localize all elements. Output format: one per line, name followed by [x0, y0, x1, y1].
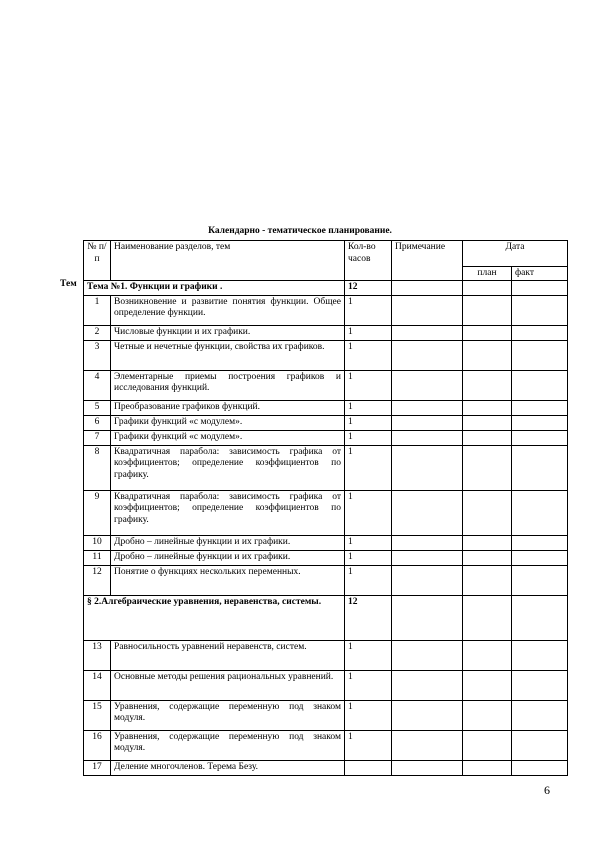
row-plan [463, 640, 512, 670]
row-fact [512, 700, 568, 730]
row-note [392, 700, 463, 730]
row-topic: Квадратичная парабола: зависимость графика от коэффициентов; определение коэффициентов по графику. [111, 490, 345, 535]
row-topic: Деление многочленов. Терема Безу. [111, 760, 345, 775]
row-topic: Элементарные приемы построения графиков и исследования функций. [111, 370, 345, 400]
row-note [392, 640, 463, 670]
row-plan [463, 670, 512, 700]
row-num: 7 [84, 430, 111, 445]
row-note [392, 595, 463, 640]
row-fact [512, 430, 568, 445]
row-plan [463, 730, 512, 760]
row-fact [512, 280, 568, 295]
section-title: Тема №1. Функции и графики . [84, 280, 345, 295]
row-hours: 1 [345, 445, 392, 490]
table-row [84, 415, 568, 430]
row-plan [463, 445, 512, 490]
table-row [84, 640, 568, 670]
row-num: 4 [84, 370, 111, 400]
row-hours: 1 [345, 700, 392, 730]
row-note [392, 550, 463, 565]
row-hours: 1 [345, 535, 392, 550]
row-plan [463, 370, 512, 400]
section-hours: 12 [345, 595, 392, 640]
row-note [392, 370, 463, 400]
row-num: 15 [84, 700, 111, 730]
row-num: 10 [84, 535, 111, 550]
row-plan [463, 565, 512, 595]
table-row [84, 325, 568, 340]
row-plan [463, 280, 512, 295]
row-topic: Преобразование графиков функций. [111, 400, 345, 415]
row-topic: Квадратичная парабола: зависимость графика от коэффициентов; определение коэффициентов по графику. [111, 445, 345, 490]
header-date: Дата [463, 241, 568, 267]
table-row [84, 670, 568, 700]
row-note [392, 445, 463, 490]
row-fact [512, 730, 568, 760]
page-title: Календарно - тематическое планирование. [208, 226, 392, 236]
table-row [84, 700, 568, 730]
row-note [392, 535, 463, 550]
row-hours: 1 [345, 370, 392, 400]
row-plan [463, 325, 512, 340]
row-topic: Понятие о функциях нескольких переменных. [111, 565, 345, 595]
row-fact [512, 640, 568, 670]
row-num: 2 [84, 325, 111, 340]
row-topic: Равносильность уравнений неравенств, систем. [111, 640, 345, 670]
row-plan [463, 400, 512, 415]
section-row [84, 595, 568, 640]
row-note [392, 280, 463, 295]
row-num: 13 [84, 640, 111, 670]
row-num: 8 [84, 445, 111, 490]
row-fact [512, 535, 568, 550]
section-row [84, 280, 568, 295]
row-topic: Возникновение и развитие понятия функции. Общее определение функции. [111, 295, 345, 325]
table-row [84, 295, 568, 325]
row-fact [512, 370, 568, 400]
row-fact [512, 670, 568, 700]
row-note [392, 325, 463, 340]
row-fact [512, 400, 568, 415]
row-note [392, 565, 463, 595]
table-row [84, 565, 568, 595]
row-fact [512, 565, 568, 595]
row-topic: Основные методы решения рациональных уравнений. [111, 670, 345, 700]
table-row [84, 730, 568, 760]
row-note [392, 760, 463, 775]
table-row [84, 490, 568, 535]
row-fact [512, 595, 568, 640]
row-fact [512, 445, 568, 490]
section-hours: 12 [345, 280, 392, 295]
row-topic: Дробно – линейные функции и их графики. [111, 550, 345, 565]
row-num: 5 [84, 400, 111, 415]
row-num: 11 [84, 550, 111, 565]
row-note [392, 415, 463, 430]
row-topic: Дробно – линейные функции и их графики. [111, 535, 345, 550]
header-note: Примечание [392, 241, 463, 281]
row-fact [512, 550, 568, 565]
row-note [392, 670, 463, 700]
header-row [84, 241, 568, 267]
row-note [392, 340, 463, 370]
row-note [392, 430, 463, 445]
table-row [84, 760, 568, 775]
row-num: 17 [84, 760, 111, 775]
row-num: 9 [84, 490, 111, 535]
row-note [392, 490, 463, 535]
row-hours: 1 [345, 295, 392, 325]
row-hours: 1 [345, 415, 392, 430]
header-fact: факт [512, 267, 568, 281]
row-hours [345, 760, 392, 775]
section-title: § 2.Алгебраические уравнения, неравенства, системы. [84, 595, 345, 640]
row-fact [512, 340, 568, 370]
row-hours: 1 [345, 565, 392, 595]
row-hours: 1 [345, 640, 392, 670]
row-num: 3 [84, 340, 111, 370]
row-num: 6 [84, 415, 111, 430]
schedule-table [83, 240, 568, 776]
row-plan [463, 760, 512, 775]
row-topic: Уравнения, содержащие переменную под знаком модуля. [111, 730, 345, 760]
row-hours: 1 [345, 490, 392, 535]
page-number: 6 [544, 783, 550, 797]
row-fact [512, 490, 568, 535]
table-row [84, 550, 568, 565]
header-plan: план [463, 267, 512, 281]
row-hours: 1 [345, 730, 392, 760]
row-plan [463, 535, 512, 550]
row-num: 16 [84, 730, 111, 760]
row-hours: 1 [345, 430, 392, 445]
row-topic: Уравнения, содержащие переменную под знаком модуля. [111, 700, 345, 730]
row-hours: 1 [345, 550, 392, 565]
row-note [392, 730, 463, 760]
row-topic: Графики функций «с модулем». [111, 430, 345, 445]
row-num: 14 [84, 670, 111, 700]
table-row [84, 535, 568, 550]
row-hours: 1 [345, 400, 392, 415]
row-topic: Четные и нечетные функции, свойства их графиков. [111, 340, 345, 370]
row-plan [463, 490, 512, 535]
row-fact [512, 295, 568, 325]
row-note [392, 295, 463, 325]
header-hours: Кол-во часов [345, 241, 392, 281]
row-hours: 1 [345, 325, 392, 340]
row-num: 1 [84, 295, 111, 325]
row-fact [512, 415, 568, 430]
header-name: Наименование разделов, тем [111, 241, 345, 281]
row-plan [463, 700, 512, 730]
row-plan [463, 430, 512, 445]
row-fact [512, 760, 568, 775]
table-row [84, 400, 568, 415]
row-topic: Графики функций «с модулем». [111, 415, 345, 430]
header-num: № п/п [84, 241, 111, 281]
row-fact [512, 325, 568, 340]
row-note [392, 400, 463, 415]
table-row [84, 340, 568, 370]
row-hours: 1 [345, 670, 392, 700]
row-plan [463, 415, 512, 430]
row-num: 12 [84, 565, 111, 595]
row-plan [463, 550, 512, 565]
stray-prefix-text: Тем [60, 279, 77, 289]
row-plan [463, 340, 512, 370]
row-plan [463, 295, 512, 325]
table-row [84, 430, 568, 445]
row-topic: Числовые функции и их графики. [111, 325, 345, 340]
table-row [84, 445, 568, 490]
row-hours: 1 [345, 340, 392, 370]
table-row [84, 370, 568, 400]
row-plan [463, 595, 512, 640]
